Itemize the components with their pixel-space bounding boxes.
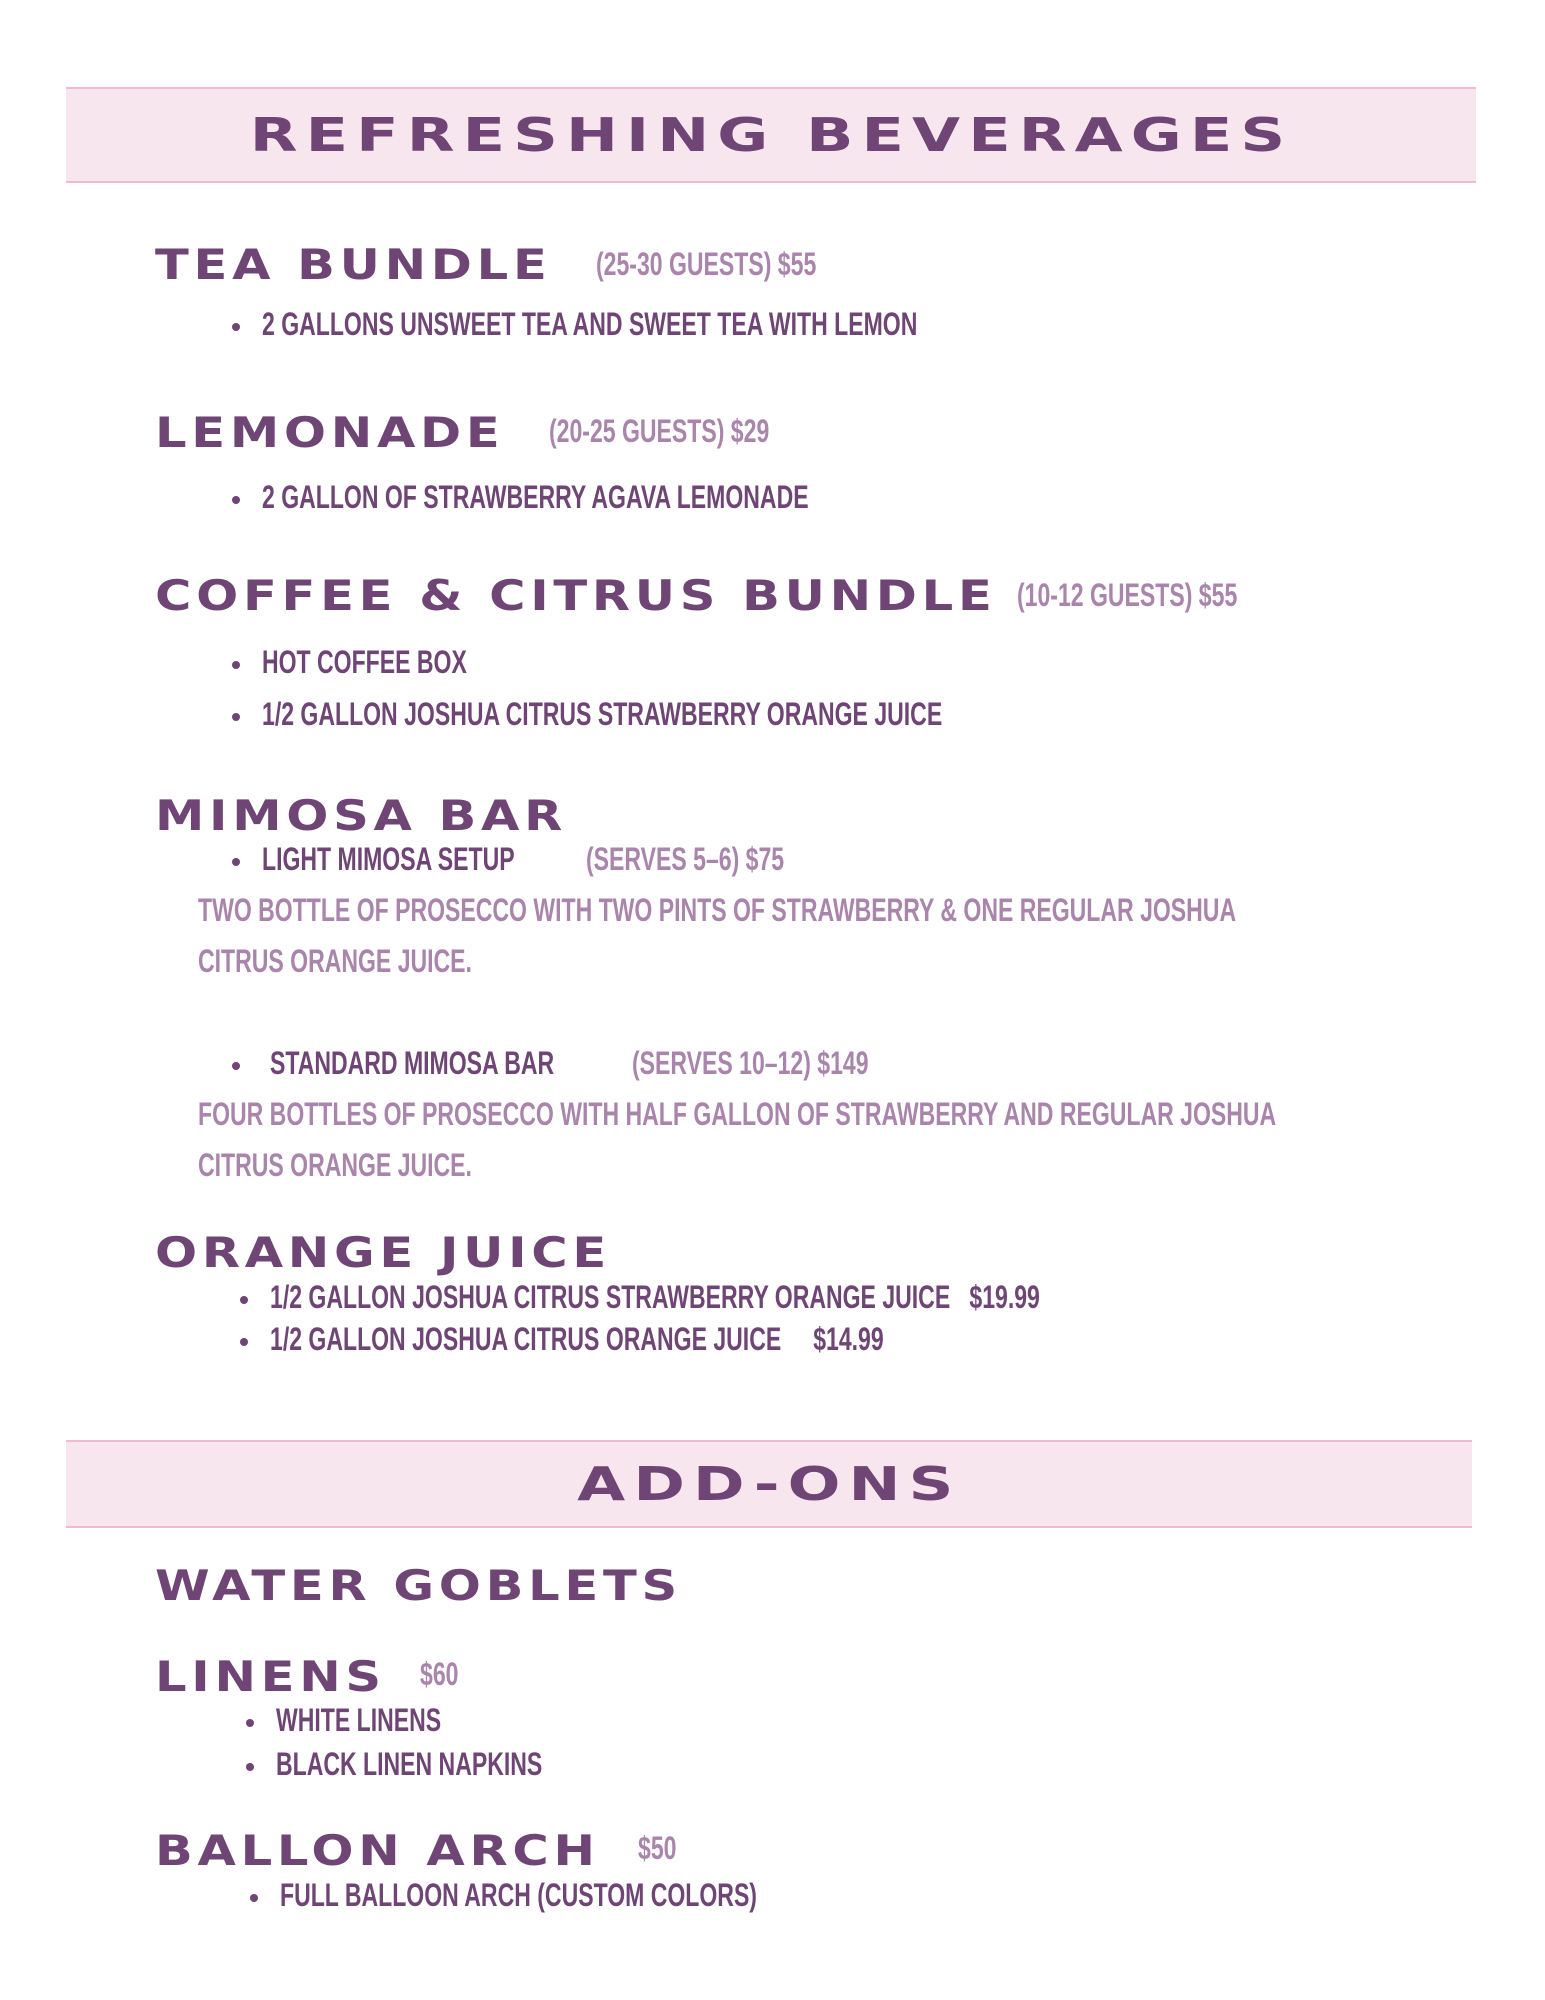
linens-meta: $60 [420,1656,459,1692]
orange-juice-item [270,1279,1040,1316]
bullet-icon [232,1062,240,1070]
bullet-icon [232,858,240,866]
addons-banner [66,1440,1472,1528]
beverages-banner [66,87,1476,183]
standard-mimosa-desc: CITRUS ORANGE JUICE. [198,1147,472,1183]
tea-bundle-item: 2 GALLONS UNSWEET TEA AND SWEET TEA WITH LEMON [262,306,918,342]
tea-bundle-heading: TEA BUNDLE [155,240,552,289]
standard-mimosa-name: STANDARD MIMOSA BAR [270,1045,555,1081]
orange-juice-item-price: $14.99 [813,1321,884,1357]
bullet-icon [240,1296,248,1304]
tea-bundle-meta: (25-30 GUESTS) $55 [596,246,817,282]
orange-juice-item-label: 1/2 GALLON JOSHUA CITRUS STRAWBERRY ORANGE JUICE [270,1279,951,1315]
coffee-bundle-meta: (10-12 GUESTS) $55 [1017,577,1238,613]
balloon-arch-meta: $50 [638,1830,677,1866]
beverages-title: REFRESHING BEVERAGES [249,108,1293,162]
coffee-bundle-item: HOT COFFEE BOX [262,644,467,680]
bullet-icon [246,1719,254,1727]
bullet-icon [232,496,240,504]
light-mimosa-meta: (SERVES 5–6) $75 [586,841,785,877]
coffee-bundle-heading: COFFEE & CITRUS BUNDLE [155,571,997,620]
bullet-icon [232,323,240,331]
orange-juice-item-price: $19.99 [969,1279,1040,1315]
bullet-icon [246,1763,254,1771]
orange-juice-item [270,1321,884,1358]
bullet-icon [232,661,240,669]
linens-item: WHITE LINENS [276,1702,442,1738]
linens-heading: LINENS [155,1652,386,1701]
lemonade-item: 2 GALLON OF STRAWBERRY AGAVA LEMONADE [262,479,809,515]
light-mimosa-desc: CITRUS ORANGE JUICE. [198,943,472,979]
addons-title: ADD-ONS [576,1457,962,1511]
water-goblets-heading: WATER GOBLETS [155,1561,682,1610]
standard-mimosa-meta: (SERVES 10–12) $149 [632,1045,869,1081]
lemonade-meta: (20-25 GUESTS) $29 [549,413,770,449]
bullet-icon [232,713,240,721]
standard-mimosa-desc: FOUR BOTTLES OF PROSECCO WITH HALF GALLON OF STRAWBERRY AND REGULAR JOSHUA [198,1096,1277,1132]
orange-juice-heading: ORANGE JUICE [155,1228,611,1277]
balloon-arch-heading: BALLON ARCH [155,1826,600,1875]
lemonade-heading: LEMONADE [155,408,505,457]
balloon-arch-item: FULL BALLOON ARCH (CUSTOM COLORS) [280,1877,757,1913]
light-mimosa-name: LIGHT MIMOSA SETUP [262,841,515,877]
light-mimosa-desc: TWO BOTTLE OF PROSECCO WITH TWO PINTS OF STRAWBERRY & ONE REGULAR JOSHUA [198,892,1237,928]
coffee-bundle-item: 1/2 GALLON JOSHUA CITRUS STRAWBERRY ORANGE JUICE [262,696,943,732]
mimosa-bar-heading: MIMOSA BAR [155,791,568,840]
bullet-icon [240,1338,248,1346]
bullet-icon [250,1894,258,1902]
orange-juice-item-label: 1/2 GALLON JOSHUA CITRUS ORANGE JUICE [270,1321,782,1357]
linens-item: BLACK LINEN NAPKINS [276,1746,543,1782]
